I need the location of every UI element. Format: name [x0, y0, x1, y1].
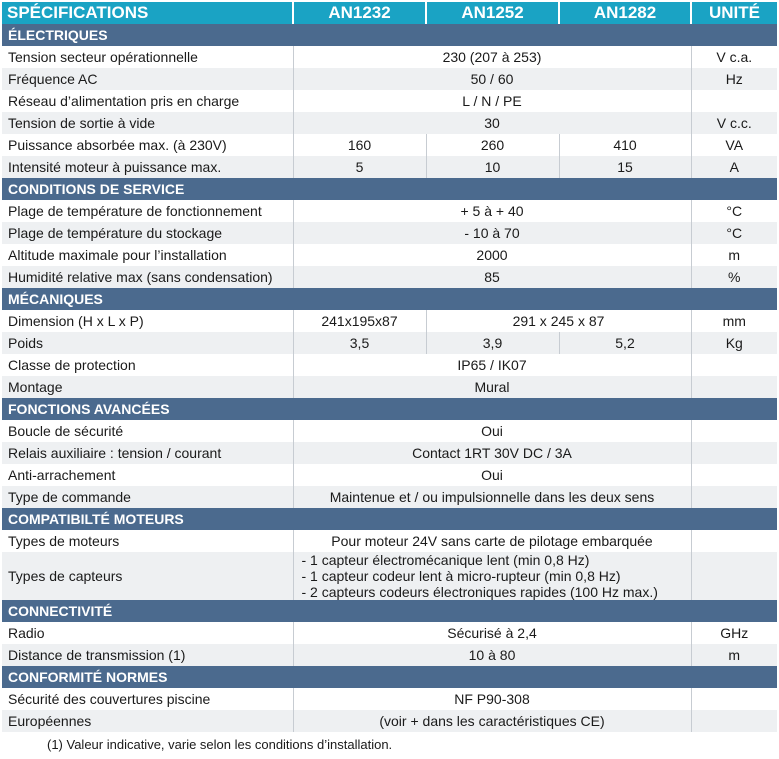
row-label: Fréquence AC — [2, 68, 293, 90]
table-row — [2, 420, 777, 442]
row-unit: m — [691, 244, 777, 266]
section-title: MÉCANIQUES — [2, 288, 777, 310]
row-unit — [691, 530, 777, 552]
row-unit — [691, 486, 777, 508]
section-title: COMPATIBILTÉ MOTEURS — [2, 508, 777, 530]
row-label: Relais auxiliaire : tension / courant — [2, 442, 293, 464]
row-value-3: 410 — [559, 134, 691, 156]
table-row — [2, 464, 777, 486]
section-title: FONCTIONS AVANCÉES — [2, 398, 777, 420]
section-connect — [2, 600, 777, 622]
table-row — [2, 442, 777, 464]
row-label: Réseau d’alimentation pris en charge — [2, 90, 293, 112]
row-unit — [691, 688, 777, 710]
row-label: Poids — [2, 332, 293, 354]
table-row — [2, 622, 777, 644]
table-row — [2, 530, 777, 552]
row-value: Oui — [293, 420, 691, 442]
row-label: Types de moteurs — [2, 530, 293, 552]
section-fonctions — [2, 398, 777, 420]
table-row — [2, 332, 777, 354]
row-label: Tension de sortie à vide — [2, 112, 293, 134]
spec-table — [2, 2, 777, 732]
row-value: Oui — [293, 464, 691, 486]
table-row — [2, 244, 777, 266]
section-title: ÉLECTRIQUES — [2, 24, 777, 46]
header-model-3: AN1282 — [559, 2, 691, 24]
table-row — [2, 354, 777, 376]
row-label: Distance de transmission (1) — [2, 644, 293, 666]
table-row — [2, 644, 777, 666]
row-unit: °C — [691, 200, 777, 222]
header-spec: SPÉCIFICATIONS — [2, 2, 293, 24]
row-value: + 5 à + 40 — [293, 200, 691, 222]
row-label: Humidité relative max (sans condensation) — [2, 266, 293, 288]
row-unit — [691, 90, 777, 112]
row-value: (voir + dans les caractéristiques CE) — [293, 710, 691, 732]
table-row — [2, 222, 777, 244]
row-label: Européennes — [2, 710, 293, 732]
row-label: Anti-arrachement — [2, 464, 293, 486]
row-label: Tension secteur opérationnelle — [2, 46, 293, 68]
row-value-2: 260 — [426, 134, 559, 156]
table-row — [2, 486, 777, 508]
row-value: 50 / 60 — [293, 68, 691, 90]
row-value: Maintenue et / ou impulsionnelle dans les deux sens — [293, 486, 691, 508]
footnote: (1) Valeur indicative, varie selon les conditions d’installation. — [47, 737, 393, 752]
row-unit: mm — [691, 310, 777, 332]
row-label: Types de capteurs — [2, 552, 293, 600]
row-unit — [691, 376, 777, 398]
row-unit: m — [691, 644, 777, 666]
row-label: Type de commande — [2, 486, 293, 508]
row-label: Altitude maximale pour l’installation — [2, 244, 293, 266]
table-row — [2, 310, 777, 332]
row-value-1: 5 — [293, 156, 426, 178]
row-value: Contact 1RT 30V DC / 3A — [293, 442, 691, 464]
row-value-2: 3,9 — [426, 332, 559, 354]
row-value: 85 — [293, 266, 691, 288]
row-unit: V c.a. — [691, 46, 777, 68]
row-unit — [691, 420, 777, 442]
row-unit: % — [691, 266, 777, 288]
row-value: NF P90-308 — [293, 688, 691, 710]
row-label: Plage de température du stockage — [2, 222, 293, 244]
row-value: 30 — [293, 112, 691, 134]
row-unit — [691, 354, 777, 376]
row-unit: VA — [691, 134, 777, 156]
row-unit — [691, 442, 777, 464]
header-unit: UNITÉ — [691, 2, 777, 24]
row-label: Dimension (H x L x P) — [2, 310, 293, 332]
table-row — [2, 90, 777, 112]
row-value-2-3: 291 x 245 x 87 — [426, 310, 691, 332]
table-row — [2, 112, 777, 134]
section-title: CONNECTIVITÉ — [2, 600, 777, 622]
capteur-line: - 2 capteurs codeurs électroniques rapides (100 Hz max.) — [301, 584, 658, 600]
row-label: Classe de protection — [2, 354, 293, 376]
section-compat — [2, 508, 777, 530]
row-value-1: 160 — [293, 134, 426, 156]
section-title: CONFORMITÉ NORMES — [2, 666, 777, 688]
row-unit — [691, 710, 777, 732]
table-row — [2, 688, 777, 710]
table-row — [2, 266, 777, 288]
row-unit: V c.c. — [691, 112, 777, 134]
row-value-1: 241x195x87 — [293, 310, 426, 332]
row-value: 2000 — [293, 244, 691, 266]
row-unit: °C — [691, 222, 777, 244]
row-unit: A — [691, 156, 777, 178]
row-label: Montage — [2, 376, 293, 398]
capteur-line: - 1 capteur électromécanique lent (min 0,8 Hz) — [301, 552, 590, 568]
table-row — [2, 46, 777, 68]
row-value-3: 15 — [559, 156, 691, 178]
row-unit: GHz — [691, 622, 777, 644]
row-value: Mural — [293, 376, 691, 398]
row-label: Puissance absorbée max. (à 230V) — [2, 134, 293, 156]
row-value-list — [293, 552, 691, 600]
row-label: Intensité moteur à puissance max. — [2, 156, 293, 178]
row-label: Sécurité des couvertures piscine — [2, 688, 293, 710]
table-row — [2, 710, 777, 732]
row-value: 10 à 80 — [293, 644, 691, 666]
capteur-line: - 1 capteur codeur lent à micro-rupteur (min 0,8 Hz) — [301, 568, 621, 584]
table-row — [2, 200, 777, 222]
row-value: Sécurisé à 2,4 — [293, 622, 691, 644]
table-row — [2, 552, 777, 600]
table-row — [2, 376, 777, 398]
section-conditions — [2, 178, 777, 200]
section-normes — [2, 666, 777, 688]
table-row — [2, 156, 777, 178]
row-value: L / N / PE — [293, 90, 691, 112]
row-label: Boucle de sécurité — [2, 420, 293, 442]
row-unit: Hz — [691, 68, 777, 90]
row-unit — [691, 464, 777, 486]
header-model-2: AN1252 — [426, 2, 559, 24]
row-unit: Kg — [691, 332, 777, 354]
row-value-1: 3,5 — [293, 332, 426, 354]
header-model-1: AN1232 — [293, 2, 426, 24]
row-value: Pour moteur 24V sans carte de pilotage embarquée — [293, 530, 691, 552]
row-value: IP65 / IK07 — [293, 354, 691, 376]
row-value-3: 5,2 — [559, 332, 691, 354]
row-label: Plage de température de fonctionnement — [2, 200, 293, 222]
row-unit — [691, 552, 777, 600]
row-value: - 10 à 70 — [293, 222, 691, 244]
table-row — [2, 68, 777, 90]
row-value: 230 (207 à 253) — [293, 46, 691, 68]
row-value-2: 10 — [426, 156, 559, 178]
row-label: Radio — [2, 622, 293, 644]
header-row — [2, 2, 777, 24]
section-mecaniques — [2, 288, 777, 310]
table-row — [2, 134, 777, 156]
section-title: CONDITIONS DE SERVICE — [2, 178, 777, 200]
section-electriques — [2, 24, 777, 46]
